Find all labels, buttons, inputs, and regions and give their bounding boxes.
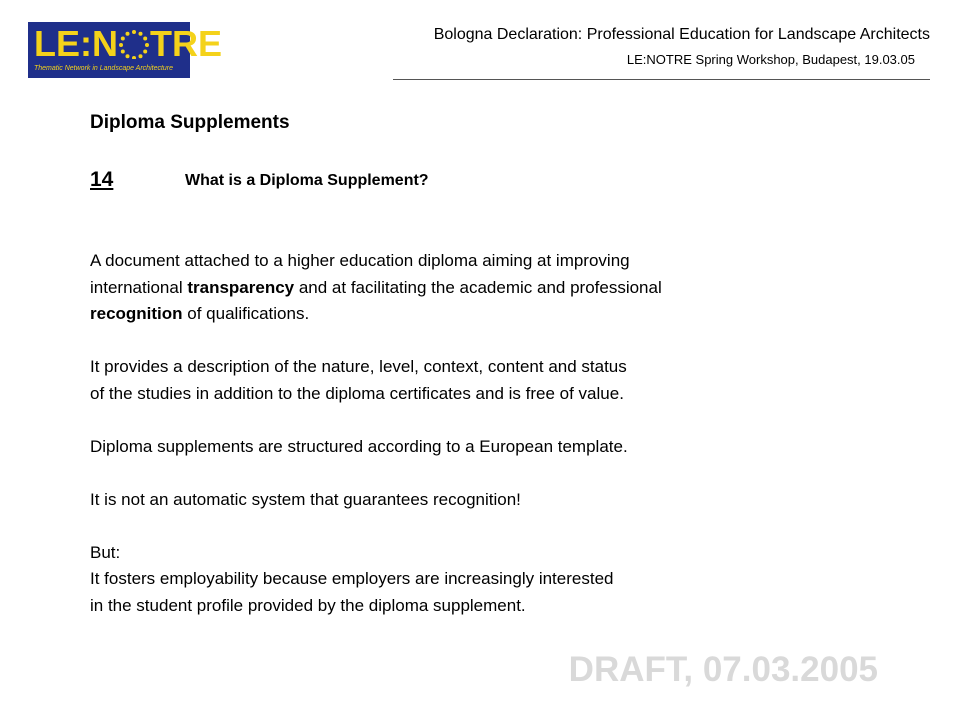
emphasis-transparency: transparency [187, 277, 295, 297]
emphasis-recognition: recognition [90, 304, 183, 323]
section-title: Diploma Supplements [90, 112, 290, 133]
paragraph-template [90, 434, 910, 461]
header-divider [393, 79, 930, 80]
logo-wordmark [34, 24, 222, 64]
logo-wordmark-left: LE:N [34, 23, 118, 64]
text-span: and at facilitating the academic and professional [294, 277, 662, 297]
text-line: in the student profile provided by the diploma supplement. [90, 595, 526, 615]
text-line [90, 301, 910, 328]
text-line: It fosters employability because employers are increasingly interested [90, 569, 614, 588]
body-text [90, 248, 910, 619]
paragraph-employability [90, 540, 910, 620]
paragraph-description [90, 354, 910, 407]
slide-number: 14 [90, 168, 114, 191]
le-notre-logo [28, 22, 222, 78]
logo-tagline: Thematic Network in Landscape Architecture [34, 65, 174, 72]
paragraph-not-automatic [90, 487, 910, 514]
text-line: A document attached to a higher education diploma aiming at improving [90, 251, 630, 270]
slide-heading: What is a Diploma Supplement? [185, 172, 429, 189]
text-line: Diploma supplements are structured according to a European template. [90, 436, 628, 456]
text-line: It provides a description of the nature, level, context, content and status [90, 357, 627, 376]
header-subtitle: LE:NOTRE Spring Workshop, Budapest, 19.03.05 [626, 52, 915, 67]
text-line [90, 275, 910, 302]
draft-watermark: DRAFT, 07.03.2005 [568, 650, 878, 689]
text-span: international [90, 277, 188, 297]
text-line: But: [90, 542, 121, 562]
paragraph-definition [90, 248, 910, 328]
eu-stars-icon [118, 29, 150, 59]
text-line: of the studies in addition to the diploma certificates and is free of value. [90, 383, 624, 403]
text-line: It is not an automatic system that guarantees recognition! [90, 489, 521, 509]
text-span: of qualifications. [182, 304, 310, 323]
logo-wordmark-right: TRE [150, 23, 222, 64]
header-title: Bologna Declaration: Professional Education for Landscape Architects [433, 26, 930, 43]
